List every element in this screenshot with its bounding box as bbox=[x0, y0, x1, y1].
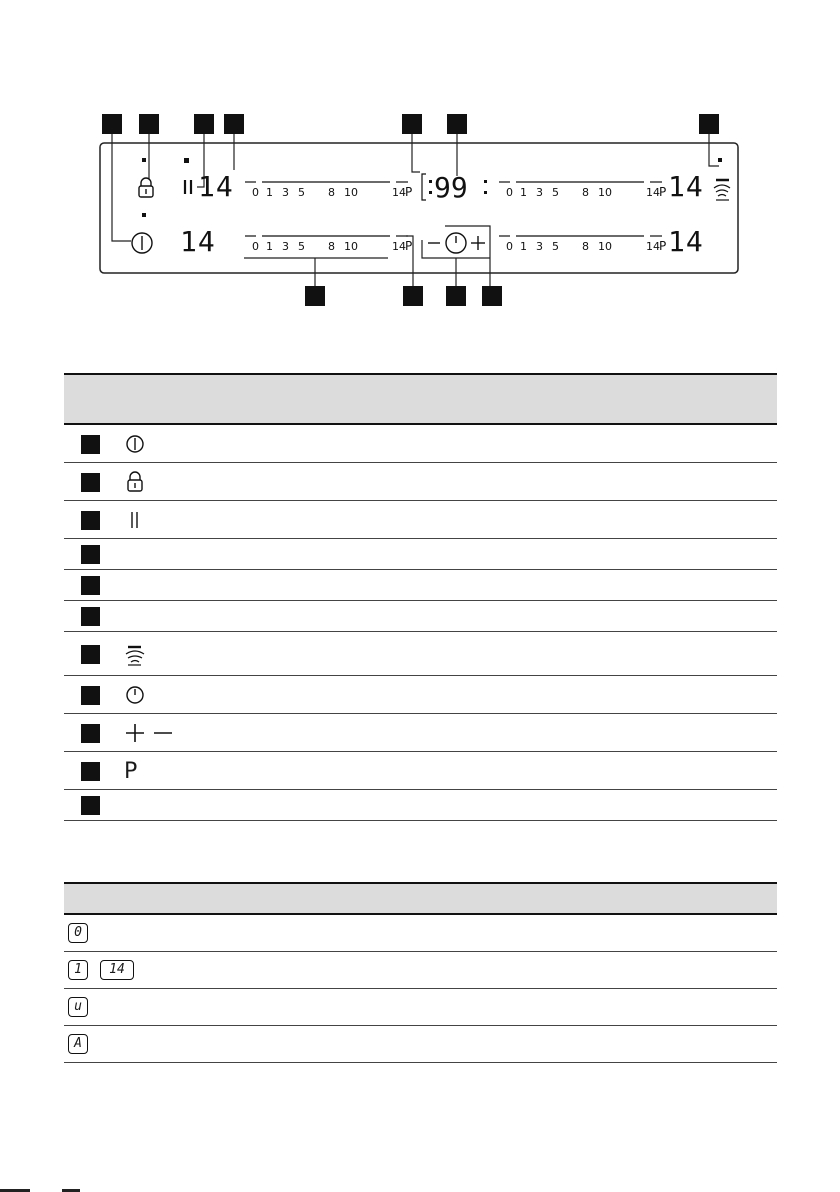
zone-display-bottom-left: 14 bbox=[180, 225, 216, 258]
scale-label: 10 bbox=[344, 186, 358, 199]
scale-label: 1 bbox=[266, 240, 273, 253]
callout-5 bbox=[402, 114, 422, 134]
timer-display bbox=[422, 171, 487, 204]
functions-table-header bbox=[64, 373, 777, 425]
callout-square bbox=[81, 511, 100, 530]
scale-label: 1 bbox=[520, 186, 527, 199]
slider-bottom-left[interactable] bbox=[245, 236, 412, 253]
scale-label: 3 bbox=[536, 186, 543, 199]
timer-digits: 99 bbox=[434, 171, 468, 204]
callouts-bottom bbox=[305, 286, 502, 306]
scale-label: 5 bbox=[298, 186, 305, 199]
scale-label: 0 bbox=[506, 186, 513, 199]
table-row bbox=[64, 989, 777, 1026]
scale-label: 8 bbox=[582, 240, 589, 253]
plus-minus-icon bbox=[124, 722, 174, 748]
control-panel-diagram bbox=[0, 0, 840, 330]
display-symbol: u bbox=[68, 997, 88, 1017]
table-row bbox=[64, 601, 777, 632]
callout-square bbox=[81, 645, 100, 664]
power-icon[interactable] bbox=[132, 233, 152, 253]
callout-2 bbox=[139, 114, 159, 134]
scale-label: 8 bbox=[328, 186, 335, 199]
hob-hood-icon bbox=[124, 643, 146, 671]
callout-1 bbox=[102, 114, 122, 134]
callout-11 bbox=[482, 286, 502, 306]
callout-square bbox=[81, 762, 100, 781]
table-row bbox=[64, 915, 777, 952]
scale-label: 0 bbox=[506, 240, 513, 253]
callout-10 bbox=[446, 286, 466, 306]
zone-display-top-right: 14 bbox=[668, 170, 704, 203]
callout-square bbox=[81, 724, 100, 743]
table-row bbox=[64, 539, 777, 570]
display-symbol: 0 bbox=[68, 923, 88, 943]
slider-top-left[interactable] bbox=[245, 182, 412, 199]
table-row bbox=[64, 463, 777, 501]
scale-label: P bbox=[405, 185, 413, 199]
scale-label: 3 bbox=[536, 240, 543, 253]
display-symbol: 1 bbox=[68, 960, 88, 980]
scale-label: 0 bbox=[252, 240, 259, 253]
callout-7 bbox=[699, 114, 719, 134]
power-icon bbox=[124, 433, 146, 459]
scale-label: P bbox=[659, 239, 667, 253]
zone-display-bottom-right: 14 bbox=[668, 225, 704, 258]
scale-label: 8 bbox=[328, 240, 335, 253]
lock-icon bbox=[124, 471, 146, 497]
hob-hood-icon[interactable] bbox=[714, 180, 730, 200]
scale-label: 14 bbox=[646, 186, 660, 199]
scale-label: 5 bbox=[552, 186, 559, 199]
callout-6 bbox=[447, 114, 467, 134]
table-row bbox=[64, 752, 777, 790]
powerboost-icon: P bbox=[124, 759, 138, 784]
scale-label: 1 bbox=[520, 240, 527, 253]
slider-bottom-right[interactable] bbox=[499, 236, 666, 253]
table-row bbox=[64, 1026, 777, 1063]
table-row bbox=[64, 501, 777, 539]
table-row bbox=[64, 425, 777, 463]
pause-icon[interactable] bbox=[185, 180, 191, 194]
scale-label: 5 bbox=[552, 240, 559, 253]
callout-square bbox=[81, 473, 100, 492]
table-row bbox=[64, 676, 777, 714]
scale-label: 10 bbox=[344, 240, 358, 253]
table-row bbox=[64, 632, 777, 676]
callout-9 bbox=[403, 286, 423, 306]
scale-label: 8 bbox=[582, 186, 589, 199]
scale-label: 1 bbox=[266, 186, 273, 199]
callouts-top bbox=[102, 114, 719, 134]
table-row bbox=[64, 952, 777, 989]
timer-control[interactable] bbox=[428, 233, 485, 253]
display-table bbox=[64, 882, 777, 1063]
scale-label: 5 bbox=[298, 240, 305, 253]
page-edge-marks bbox=[0, 1186, 840, 1192]
callout-3 bbox=[194, 114, 214, 134]
display-table-header bbox=[64, 882, 777, 915]
callout-8 bbox=[305, 286, 325, 306]
callout-4 bbox=[224, 114, 244, 134]
callout-square bbox=[81, 545, 100, 564]
scale-label: 14 bbox=[392, 240, 406, 253]
table-row bbox=[64, 570, 777, 601]
scale-label: P bbox=[405, 239, 413, 253]
timer-icon bbox=[124, 684, 146, 710]
callout-square bbox=[81, 686, 100, 705]
callout-square bbox=[81, 607, 100, 626]
zone-display-top-left: 14 bbox=[198, 170, 234, 203]
leader-lines bbox=[112, 134, 719, 286]
scale-label: 3 bbox=[282, 240, 289, 253]
display-symbol: A bbox=[68, 1034, 88, 1054]
scale-label: 3 bbox=[282, 186, 289, 199]
scale-label: 0 bbox=[252, 186, 259, 199]
callout-square bbox=[81, 435, 100, 454]
callout-square bbox=[81, 796, 100, 815]
functions-table bbox=[64, 373, 777, 821]
callout-square bbox=[81, 576, 100, 595]
scale-label: 14 bbox=[392, 186, 406, 199]
scale-label: 10 bbox=[598, 186, 612, 199]
slider-top-right[interactable] bbox=[499, 182, 666, 199]
scale-label: 10 bbox=[598, 240, 612, 253]
table-row bbox=[64, 714, 777, 752]
display-symbol: 14 bbox=[100, 960, 134, 980]
lock-icon[interactable] bbox=[139, 178, 153, 197]
table-row bbox=[64, 790, 777, 821]
scale-label: P bbox=[659, 185, 667, 199]
pause-icon bbox=[124, 509, 146, 535]
scale-label: 14 bbox=[646, 240, 660, 253]
